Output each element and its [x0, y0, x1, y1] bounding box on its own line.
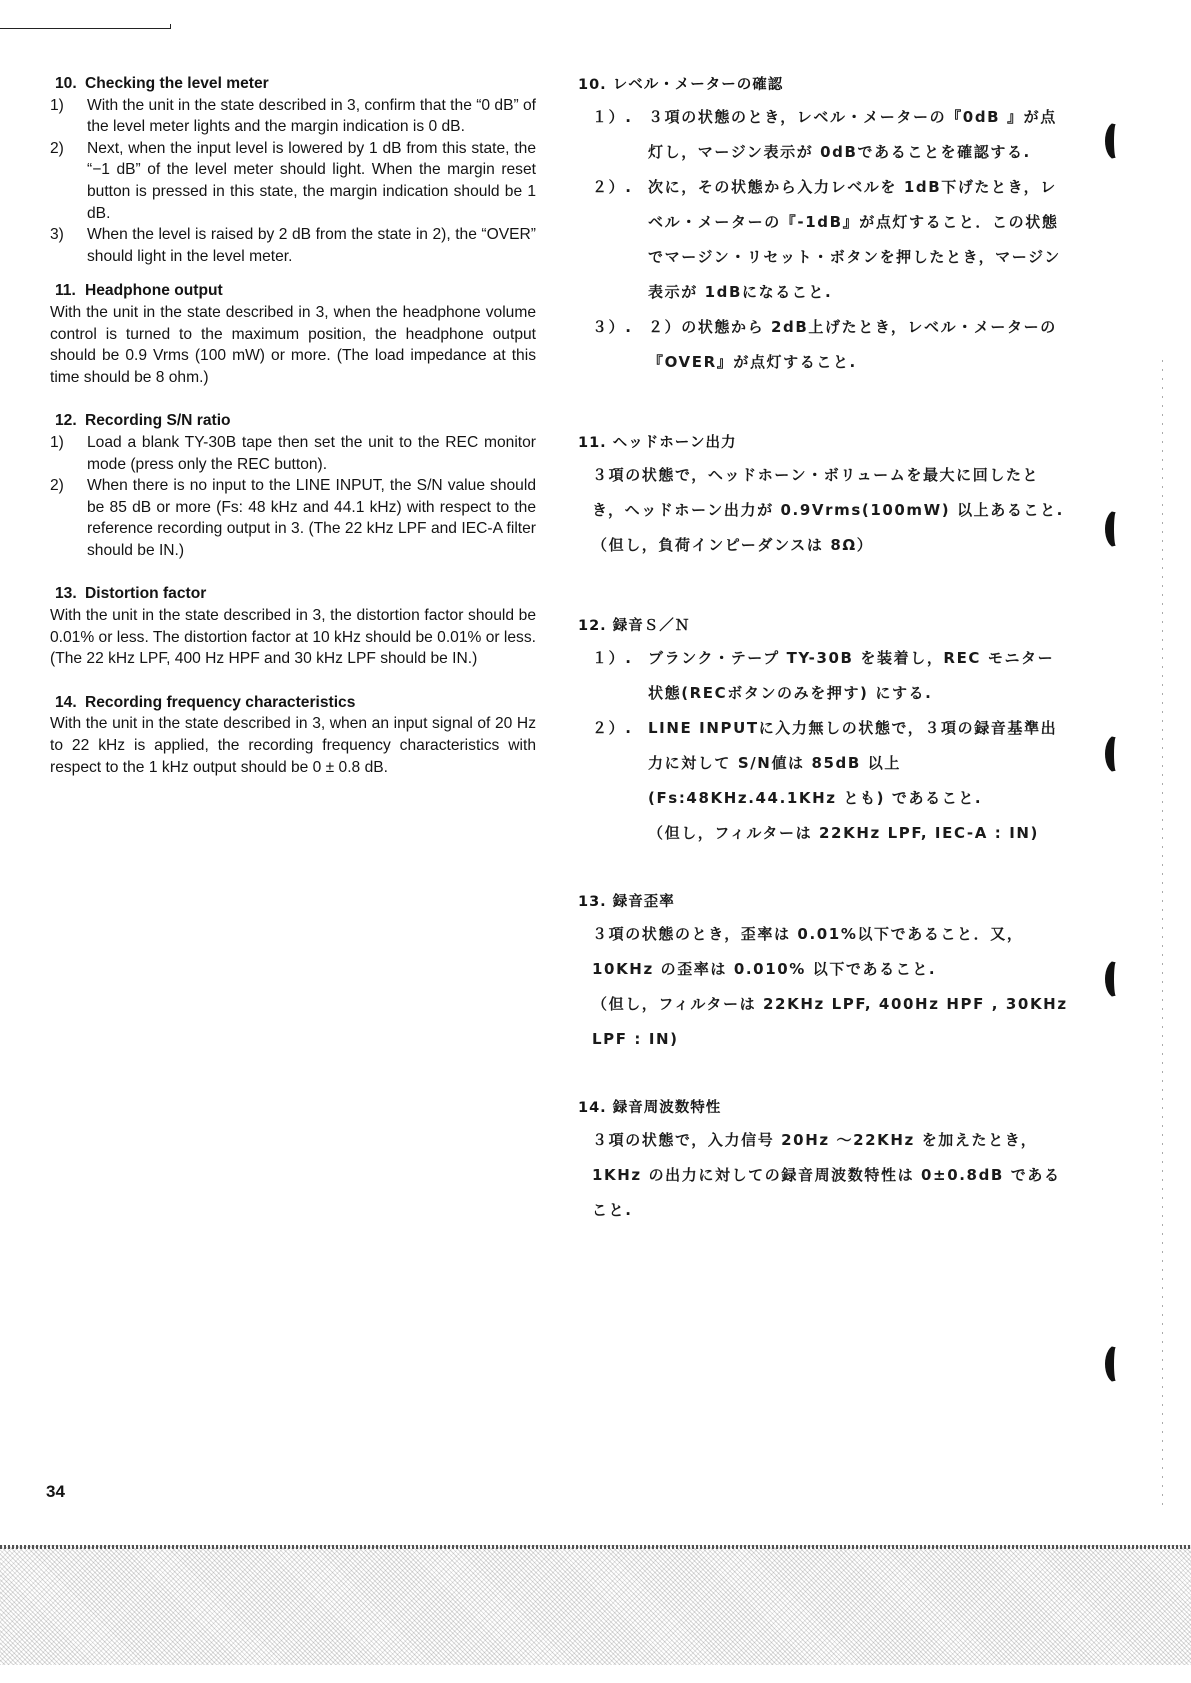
section-11-ja — [578, 428, 1068, 563]
heading-number: 11. — [55, 282, 76, 300]
section-heading: 13. 録音歪率 — [578, 894, 675, 910]
heading-text: Recording S/N ratio — [85, 412, 231, 430]
section-body: With the unit in the state described in 3, when the headphone volume control is turned to the maximum position, the headphone output should be 0.9 Vrms (100 mW) or more. (The load impedance at this time should be 8 ohm.) — [50, 303, 536, 386]
section-note: （但し，フィルターは 22KHz LPF, IEC-A : IN) — [648, 824, 1039, 842]
section-10-ja — [578, 70, 1068, 380]
section-heading: 14. 録音周波数特性 — [578, 1100, 722, 1116]
section-heading — [50, 583, 536, 605]
punch-hole-icon — [1105, 1345, 1127, 1383]
heading-text: Recording frequency characteristics — [85, 693, 356, 711]
list-item — [50, 475, 536, 561]
heading-number: 13. — [55, 585, 77, 603]
item-number: 3) — [50, 226, 64, 244]
section-body: With the unit in the state described in 3, when an input signal of 20 Hz to 22 kHz is applied, the recording frequency characteristics with respect to the 1 kHz output should be 0 ± 0.8 dB. — [50, 715, 536, 776]
item-number: 1) — [50, 96, 64, 114]
scan-bottom-noise — [0, 1545, 1191, 1665]
japanese-column — [578, 70, 1068, 1264]
top-rule — [0, 28, 170, 29]
list-item — [50, 224, 536, 267]
heading-text: Distortion factor — [85, 585, 207, 603]
list-item — [578, 711, 1068, 816]
heading-text: Headphone output — [85, 282, 223, 300]
item-text: When the level is raised by 2 dB from the state in 2), the “OVER” should light in the level meter. — [87, 226, 536, 265]
section-12-en — [50, 410, 536, 561]
item-text: Load a blank TY-30B tape then set the unit to the REC monitor mode (press only the REC button). — [87, 433, 536, 473]
english-column — [50, 73, 536, 791]
list-item — [578, 100, 1068, 170]
heading-number: 10. — [55, 75, 77, 92]
item-number: 2) — [50, 139, 64, 157]
section-heading: 11. ヘッドホーン出力 — [578, 435, 737, 451]
item-text: ２）の状態から 2dB上げたとき，レベル・メーターの『OVER』が点灯すること. — [648, 318, 1057, 371]
heading-number: 14. — [55, 693, 77, 711]
section-heading — [50, 73, 536, 95]
scan-edge-noise — [1162, 360, 1163, 1510]
item-number: 1) — [50, 433, 64, 451]
section-body: ３項の状態で，入力信号 20Hz ～22KHz を加えたとき，1KHz の出力に対しての録音周波数特性は 0±0.8dB であること. — [592, 1131, 1061, 1219]
section-heading — [50, 280, 536, 302]
section-body: ３項の状態で，ヘッドホーン・ボリュームを最大に回したとき，ヘッドホーン出力が 0.9Vrms(100mW) 以上あること. — [592, 466, 1064, 519]
item-number: ３）. — [592, 318, 633, 336]
punch-hole-icon — [1105, 510, 1127, 548]
item-number: 2) — [50, 477, 64, 495]
section-heading — [50, 692, 536, 714]
item-text: When there is no input to the LINE INPUT, the S/N value should be 85 dB or more (Fs: 48 kHz and 44.1 kHz) with respect to the reference recording output in 3. (The 22 kHz LPF and IEC-A filter should be IN.) — [87, 477, 536, 559]
punch-hole-icon — [1105, 122, 1127, 160]
list-item — [50, 138, 536, 224]
section-10-en — [50, 73, 536, 267]
section-heading — [50, 410, 536, 432]
section-12-ja — [578, 611, 1068, 851]
section-11-en — [50, 280, 536, 388]
punch-hole-icon — [1105, 960, 1127, 998]
item-text: With the unit in the state described in 3, confirm that the “0 dB” of the level meter lights and the margin indication is 0 dB. — [87, 96, 536, 136]
item-number: １）. — [592, 108, 633, 126]
list-item — [578, 641, 1068, 711]
item-text: ブランク・テープ TY-30B を装着し，REC モニター状態(RECボタンのみを押す) にする. — [648, 649, 1055, 702]
item-text: Next, when the input level is lowered by 1 dB from this state, the “−1 dB” of the level meter should light. When the margin reset button is pressed in this state, the margin indication should be 1 dB. — [87, 139, 536, 222]
section-heading: 10. レベル・メーターの確認 — [578, 77, 784, 93]
item-text: ３項の状態のとき，レベル・メーターの『0dB 』が点灯し，マージン表示が 0dBであることを確認する. — [648, 108, 1057, 161]
punch-hole-icon — [1105, 735, 1127, 773]
heading-text: Checking the level meter — [85, 75, 269, 92]
item-text: LINE INPUTに入力無しの状態で，３項の録音基準出力に対して S/N値は 85dB 以上(Fs:48KHz.44.1KHz とも) であること. — [648, 719, 1058, 807]
item-number: ２）. — [592, 719, 633, 737]
item-number: ２）. — [592, 178, 633, 196]
section-13-ja — [578, 887, 1068, 1057]
item-number: １）. — [592, 649, 633, 667]
section-note: （但し，負荷インピーダンスは 8Ω） — [592, 536, 874, 554]
list-item — [50, 95, 536, 138]
section-heading: 12. 録音Ｓ／Ｎ — [578, 618, 691, 634]
heading-number: 12. — [55, 412, 77, 430]
section-note: （但し，フィルターは 22KHz LPF, 400Hz HPF , 30KHz LPF : IN) — [592, 995, 1068, 1048]
section-13-en — [50, 583, 536, 669]
section-body: With the unit in the state described in 3, the distortion factor should be 0.01% or less. The distortion factor at 10 kHz should be 0.01% or less. (The 22 kHz LPF, 400 Hz HPF and 30 kHz LPF should be IN.) — [50, 607, 536, 668]
item-text: 次に，その状態から入力レベルを 1dB下げたとき，レベル・メーターの『-1dB』が点灯すること．この状態でマージン・リセット・ボタンを押したとき，マージン表示が 1dBになること. — [648, 178, 1061, 301]
list-item — [578, 310, 1068, 380]
section-body: ３項の状態のとき，歪率は 0.01%以下であること．又，10KHz の歪率は 0.010% 以下であること. — [592, 925, 1024, 978]
list-item — [578, 170, 1068, 310]
list-item — [50, 432, 536, 475]
section-14-en — [50, 692, 536, 778]
section-14-ja — [578, 1093, 1068, 1228]
page-number: 34 — [46, 1482, 65, 1501]
